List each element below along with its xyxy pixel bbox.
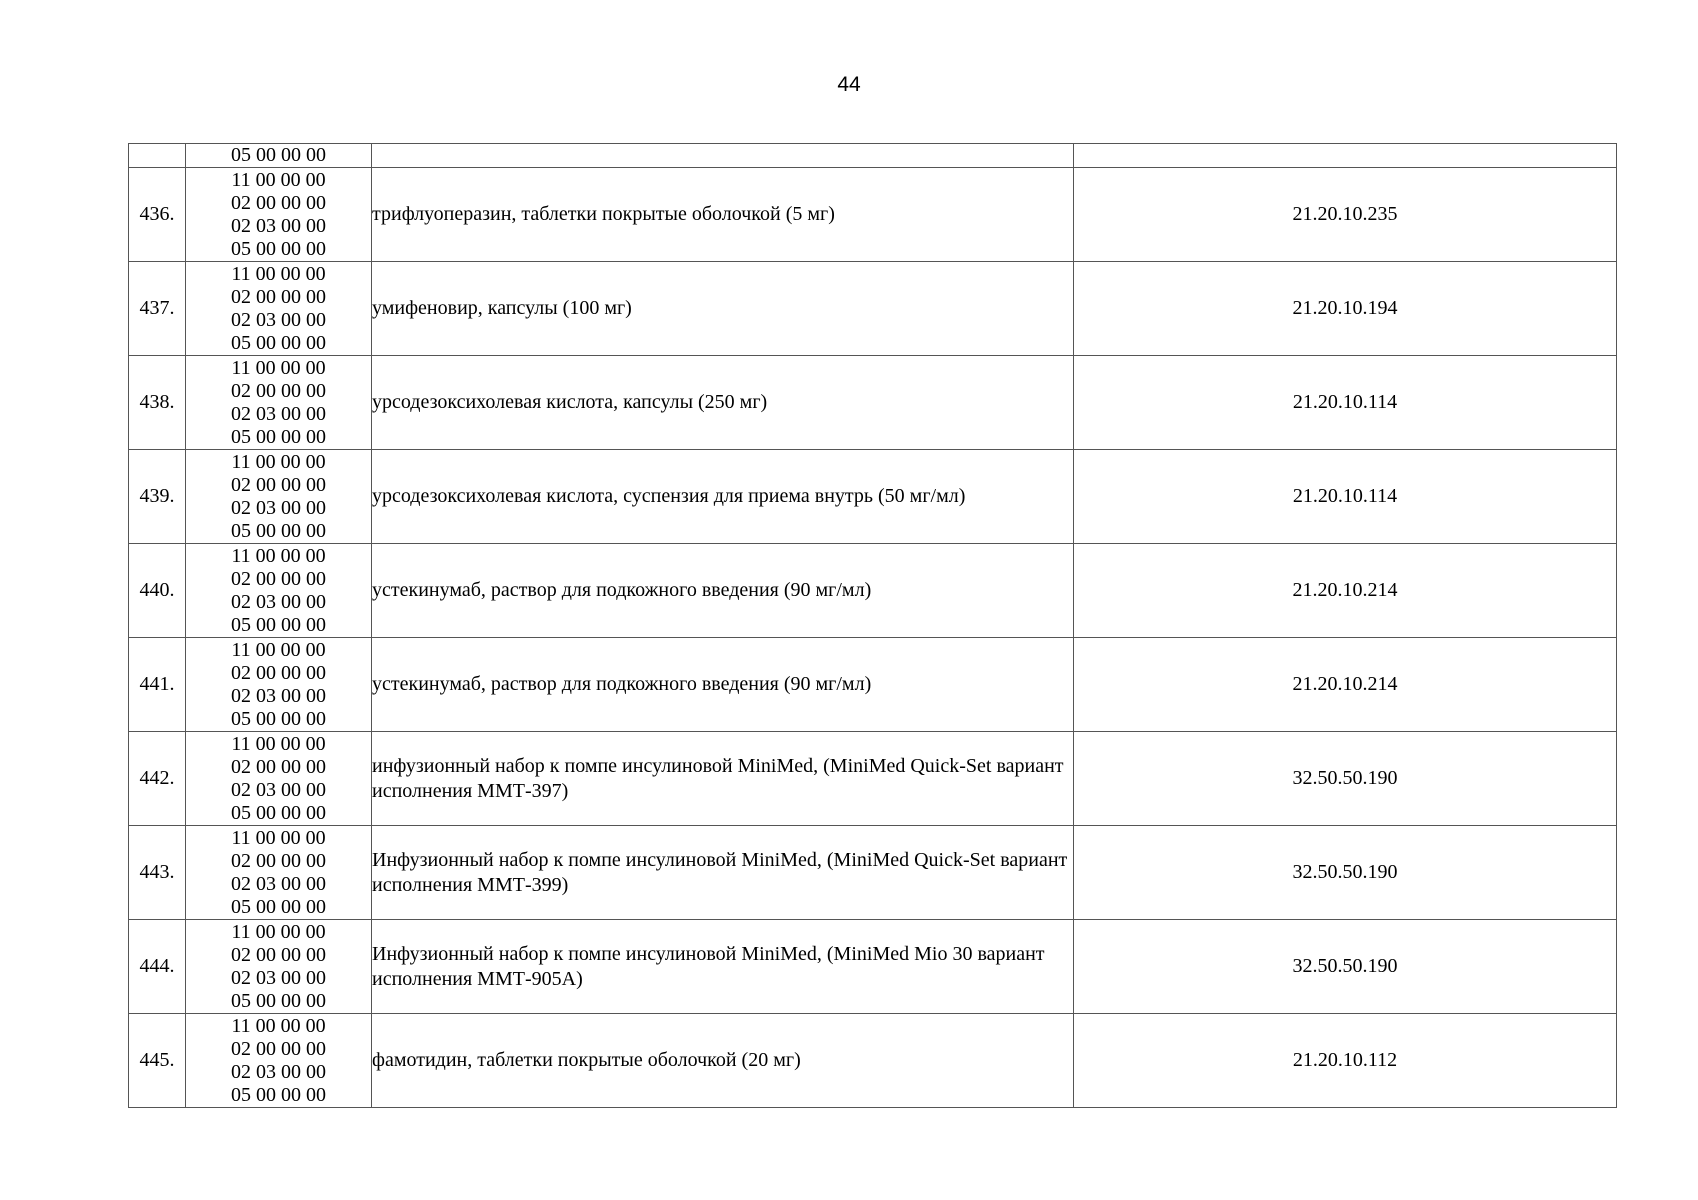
table-row bbox=[129, 638, 1617, 732]
codes-cell bbox=[186, 450, 372, 544]
code-line: 02 03 00 00 bbox=[231, 778, 326, 801]
okpd-cell: 21.20.10.214 bbox=[1074, 638, 1617, 732]
code-line: 02 00 00 00 bbox=[231, 567, 326, 590]
name-cell bbox=[372, 144, 1074, 168]
okpd-cell: 21.20.10.114 bbox=[1074, 450, 1617, 544]
row-number-cell: 438. bbox=[129, 356, 186, 450]
table-row bbox=[129, 732, 1617, 826]
code-line: 05 00 00 00 bbox=[231, 331, 326, 354]
code-line: 02 00 00 00 bbox=[231, 379, 326, 402]
code-line: 02 03 00 00 bbox=[231, 496, 326, 519]
row-number-cell: 445. bbox=[129, 1014, 186, 1108]
name-cell: Инфузионный набор к помпе инсулиновой MiniMed, (MiniMed Quick-Set вариант исполнения ММТ-399) bbox=[372, 826, 1074, 920]
code-line: 02 00 00 00 bbox=[231, 755, 326, 778]
okpd-cell bbox=[1074, 144, 1617, 168]
row-number-cell: 441. bbox=[129, 638, 186, 732]
code-line: 02 03 00 00 bbox=[231, 214, 326, 237]
okpd-cell: 21.20.10.235 bbox=[1074, 168, 1617, 262]
code-line: 11 00 00 00 bbox=[231, 920, 326, 943]
code-line: 05 00 00 00 bbox=[231, 707, 326, 730]
code-line: 02 03 00 00 bbox=[231, 1060, 326, 1083]
code-line: 11 00 00 00 bbox=[231, 638, 326, 661]
code-line: 11 00 00 00 bbox=[231, 450, 326, 473]
table-row bbox=[129, 544, 1617, 638]
codes-cell bbox=[186, 544, 372, 638]
code-line: 05 00 00 00 bbox=[231, 519, 326, 542]
name-cell: урсодезоксихолевая кислота, капсулы (250 мг) bbox=[372, 356, 1074, 450]
codes-cell bbox=[186, 1014, 372, 1108]
code-line: 11 00 00 00 bbox=[231, 1014, 326, 1037]
code-line: 05 00 00 00 bbox=[231, 1083, 326, 1106]
code-line: 11 00 00 00 bbox=[231, 826, 326, 849]
code-line: 02 03 00 00 bbox=[231, 684, 326, 707]
code-line: 05 00 00 00 bbox=[231, 895, 326, 918]
row-number-cell: 437. bbox=[129, 262, 186, 356]
codes-cell bbox=[186, 732, 372, 826]
code-line: 11 00 00 00 bbox=[231, 262, 326, 285]
codes-cell bbox=[186, 356, 372, 450]
code-line: 11 00 00 00 bbox=[231, 356, 326, 379]
name-cell: трифлуоперазин, таблетки покрытые оболочкой (5 мг) bbox=[372, 168, 1074, 262]
code-line: 11 00 00 00 bbox=[231, 544, 326, 567]
code-line: 02 03 00 00 bbox=[231, 308, 326, 331]
codes-cell bbox=[186, 168, 372, 262]
code-line: 05 00 00 00 bbox=[231, 425, 326, 448]
code-line: 02 00 00 00 bbox=[231, 849, 326, 872]
name-cell: инфузионный набор к помпе инсулиновой MiniMed, (MiniMed Quick-Set вариант исполнения ММТ-397) bbox=[372, 732, 1074, 826]
code-line: 02 00 00 00 bbox=[231, 661, 326, 684]
okpd-cell: 32.50.50.190 bbox=[1074, 732, 1617, 826]
table-row bbox=[129, 168, 1617, 262]
table-row bbox=[129, 356, 1617, 450]
name-cell: урсодезоксихолевая кислота, суспензия для приема внутрь (50 мг/мл) bbox=[372, 450, 1074, 544]
row-number-cell: 436. bbox=[129, 168, 186, 262]
row-number-cell: 440. bbox=[129, 544, 186, 638]
table-row bbox=[129, 920, 1617, 1014]
code-line: 02 03 00 00 bbox=[231, 402, 326, 425]
code-line: 02 03 00 00 bbox=[231, 872, 326, 895]
table-row bbox=[129, 450, 1617, 544]
row-number-cell: 443. bbox=[129, 826, 186, 920]
code-line: 05 00 00 00 bbox=[231, 613, 326, 636]
code-line: 02 00 00 00 bbox=[231, 943, 326, 966]
code-line: 05 00 00 00 bbox=[231, 237, 326, 260]
table-row bbox=[129, 262, 1617, 356]
code-line: 02 03 00 00 bbox=[231, 966, 326, 989]
name-cell: Инфузионный набор к помпе инсулиновой MiniMed, (MiniMed Mio 30 вариант исполнения ММТ-905А) bbox=[372, 920, 1074, 1014]
name-cell: устекинумаб, раствор для подкожного введения (90 мг/мл) bbox=[372, 544, 1074, 638]
name-cell: умифеновир, капсулы (100 мг) bbox=[372, 262, 1074, 356]
table-row bbox=[129, 826, 1617, 920]
okpd-cell: 32.50.50.190 bbox=[1074, 920, 1617, 1014]
okpd-cell: 32.50.50.190 bbox=[1074, 826, 1617, 920]
codes-cell bbox=[186, 144, 372, 168]
page-number: 44 bbox=[837, 73, 861, 96]
code-line: 02 00 00 00 bbox=[231, 1037, 326, 1060]
code-line: 02 00 00 00 bbox=[231, 285, 326, 308]
row-number-cell bbox=[129, 144, 186, 168]
code-line: 05 00 00 00 bbox=[231, 989, 326, 1012]
code-line: 11 00 00 00 bbox=[231, 168, 326, 191]
codes-cell bbox=[186, 826, 372, 920]
code-line: 02 00 00 00 bbox=[231, 191, 326, 214]
table-row-continuation bbox=[129, 144, 1617, 168]
table-row bbox=[129, 1014, 1617, 1108]
code-line: 05 00 00 00 bbox=[231, 144, 326, 166]
row-number-cell: 442. bbox=[129, 732, 186, 826]
okpd-cell: 21.20.10.214 bbox=[1074, 544, 1617, 638]
code-line: 11 00 00 00 bbox=[231, 732, 326, 755]
row-number-cell: 444. bbox=[129, 920, 186, 1014]
okpd-cell: 21.20.10.194 bbox=[1074, 262, 1617, 356]
name-cell: устекинумаб, раствор для подкожного введения (90 мг/мл) bbox=[372, 638, 1074, 732]
codes-cell bbox=[186, 262, 372, 356]
okpd-cell: 21.20.10.112 bbox=[1074, 1014, 1617, 1108]
code-line: 02 03 00 00 bbox=[231, 590, 326, 613]
medication-table bbox=[128, 143, 1617, 1108]
name-cell: фамотидин, таблетки покрытые оболочкой (20 мг) bbox=[372, 1014, 1074, 1108]
codes-cell bbox=[186, 638, 372, 732]
row-number-cell: 439. bbox=[129, 450, 186, 544]
table-body bbox=[129, 144, 1617, 1108]
codes-cell bbox=[186, 920, 372, 1014]
okpd-cell: 21.20.10.114 bbox=[1074, 356, 1617, 450]
code-line: 02 00 00 00 bbox=[231, 473, 326, 496]
code-line: 05 00 00 00 bbox=[231, 801, 326, 824]
